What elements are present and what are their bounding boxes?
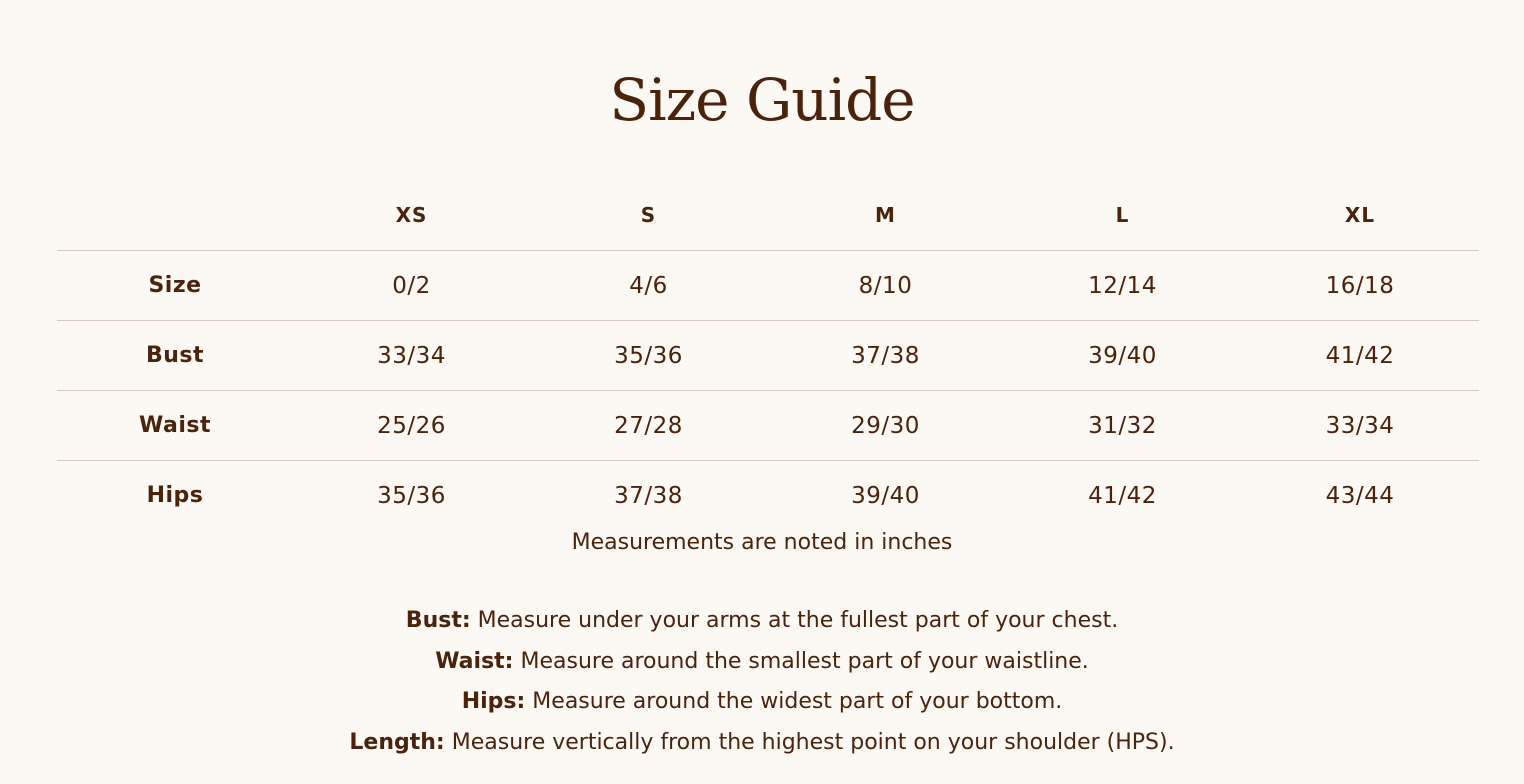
table-cell: 8/10: [858, 272, 913, 299]
table-row-waist: [57, 390, 1479, 460]
definition-term: Length:: [349, 729, 445, 755]
table-cell: 33/34: [1325, 412, 1395, 439]
table-row-bust: [57, 320, 1479, 390]
column-header-xl: XL: [1344, 203, 1376, 227]
definition-waist: [0, 642, 1524, 683]
table-cell: 39/40: [1088, 342, 1157, 369]
table-cell: 0/2: [392, 272, 431, 299]
definition-term: Bust:: [405, 608, 471, 633]
table-cell: 41/42: [1088, 482, 1157, 509]
table-header-row: [57, 180, 1479, 250]
table-cell: 12/14: [1088, 272, 1157, 299]
table-cell: 27/28: [614, 412, 683, 439]
size-table: [57, 180, 1479, 530]
row-label: Bust: [145, 343, 205, 368]
table-cell: 25/26: [377, 412, 446, 439]
definition-bust: [0, 601, 1524, 642]
units-note: Measurements are noted in inches: [571, 530, 953, 555]
definition-text: Measure vertically from the highest point on your shoulder (HPS).: [444, 729, 1175, 755]
table-row-size: [57, 250, 1479, 320]
table-cell: 16/18: [1325, 272, 1395, 299]
definition-text: Measure around the widest part of your bottom.: [525, 689, 1063, 714]
definition-hips: [0, 682, 1524, 723]
table-cell: 33/34: [377, 342, 446, 369]
definition-length: [0, 723, 1524, 764]
table-cell: 37/38: [851, 342, 920, 369]
table-cell: 4/6: [629, 272, 668, 299]
row-label: Hips: [146, 483, 204, 508]
column-header-s: S: [640, 203, 657, 227]
table-cell: 39/40: [851, 482, 920, 509]
definition-term: Hips:: [461, 689, 526, 714]
definition-text: Measure under your arms at the fullest part of your chest.: [470, 608, 1119, 633]
table-cell: 37/38: [614, 482, 683, 509]
table-cell: 29/30: [851, 412, 920, 439]
table-cell: 31/32: [1088, 412, 1157, 439]
table-cell: 35/36: [614, 342, 683, 369]
table-cell: 43/44: [1325, 482, 1395, 509]
column-header-m: M: [875, 203, 896, 227]
definition-term: Waist:: [435, 648, 514, 674]
table-row-hips: [57, 460, 1479, 530]
column-header-xs: XS: [395, 203, 428, 227]
definition-text: Measure around the smallest part of your waistline.: [513, 648, 1089, 674]
table-cell: 35/36: [377, 482, 446, 509]
row-label: Size: [148, 273, 202, 298]
measurement-definitions: [0, 601, 1524, 763]
page-title: Size Guide: [609, 66, 915, 134]
column-header-l: L: [1115, 203, 1130, 227]
row-label: Waist: [139, 413, 211, 438]
table-cell: 41/42: [1325, 342, 1395, 369]
